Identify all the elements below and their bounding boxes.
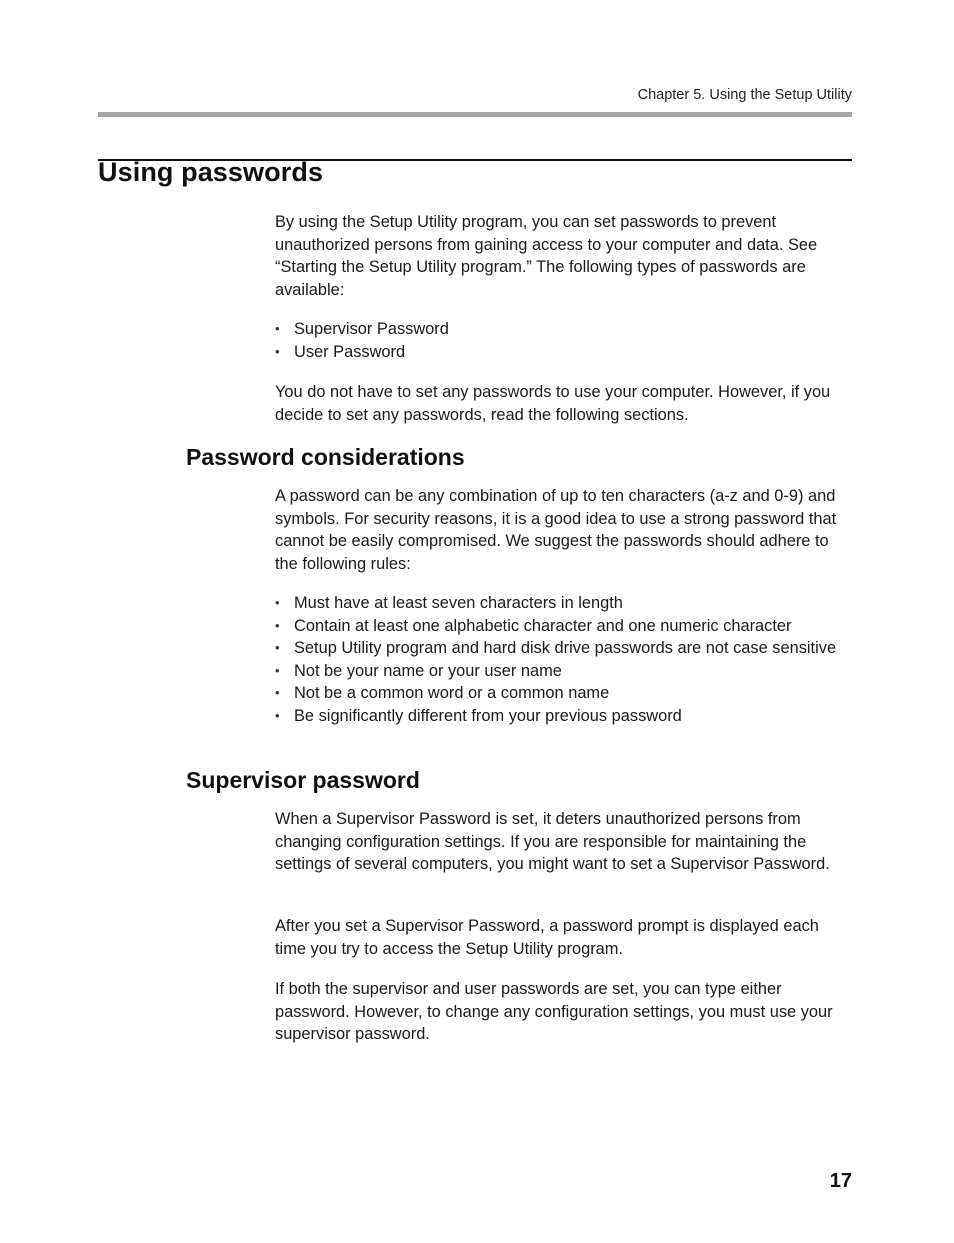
list-item: • User Password — [275, 341, 853, 364]
list-item: • Contain at least one alphabetic character and one numeric character — [275, 615, 853, 638]
bullet-icon: • — [275, 640, 280, 655]
bullet-icon: • — [275, 343, 280, 359]
bullet-icon: • — [275, 617, 280, 633]
page-title: Using passwords — [98, 157, 324, 187]
intro-paragraph: By using the Setup Utility program, you can set passwords to prevent unauthorized persons from gaining access to your computer and data. See “Starting the Setup Utility program.” The following types of passwords are available: — [275, 213, 818, 299]
bullet-icon: • — [275, 662, 280, 678]
note-paragraph: You do not have to set any passwords to use your computer. However, if you decide to set any passwords, read the following sections. — [275, 383, 831, 424]
list-item: • Must have at least seven characters in length — [275, 592, 853, 615]
running-head: Chapter 5. Using the Setup Utility — [637, 87, 852, 103]
password-rules-list — [275, 592, 853, 727]
header-rule — [98, 112, 852, 117]
supervisor-heading: Supervisor password — [186, 767, 420, 793]
list-item: • Not be a common word or a common name — [275, 682, 853, 705]
bullet-icon: • — [275, 321, 280, 336]
considerations-heading: Password considerations — [186, 444, 465, 470]
page-number: 17 — [829, 1170, 852, 1192]
password-types-list — [275, 318, 853, 363]
supervisor-paragraph-2: After you set a Supervisor Password, a password prompt is displayed each time you try to access the Setup Utility program. — [275, 917, 819, 958]
bullet-icon: • — [275, 595, 280, 610]
list-item: • Not be your name or your user name — [275, 660, 853, 683]
list-item: • Supervisor Password — [275, 318, 853, 341]
supervisor-paragraph-3: If both the supervisor and user passwords are set, you can type either password. However, to change any configuration settings, you must use your supervisor password. — [275, 980, 833, 1043]
bullet-icon: • — [275, 707, 280, 723]
bullet-icon: • — [275, 685, 280, 700]
list-item: • Be significantly different from your previous password — [275, 705, 853, 728]
list-item: • Setup Utility program and hard disk drive passwords are not case sensitive — [275, 637, 853, 660]
supervisor-paragraph-1: When a Supervisor Password is set, it deters unauthorized persons from changing configuration settings. If you are responsible for maintaining the settings of several computers, you might want to set a Supervisor Password. — [275, 810, 830, 873]
considerations-paragraph: A password can be any combination of up to ten characters (a-z and 0-9) and symbols. For security reasons, it is a good idea to use a strong password that cannot be easily compromised. We suggest the passwords should adhere to the following rules: — [275, 487, 837, 573]
